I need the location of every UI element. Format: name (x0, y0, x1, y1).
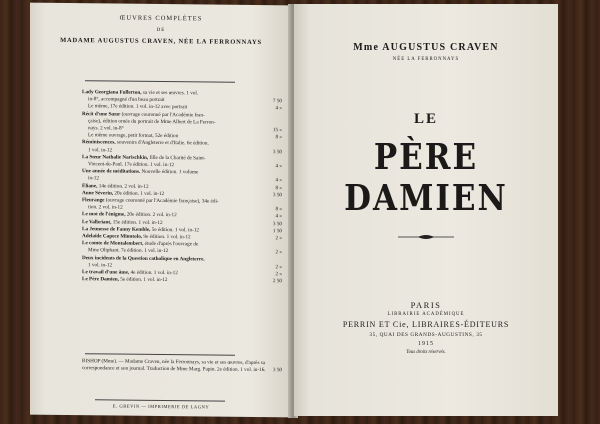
entry-details: Le même ouvrage, petit format, 52e édition (88, 132, 179, 140)
entry-title: Deux incidents de la Question catholique en Angleterre. (82, 254, 205, 263)
works-author: MADAME AUGUSTUS CRAVEN, NÉE LA FERRONNAYS (60, 36, 262, 47)
divider-rule (85, 80, 235, 83)
entry-details: étude d'après l'ouvrage de (143, 241, 199, 248)
entry-title: Le Valbriant, (82, 218, 112, 226)
entry-title: Anne Séverin, (82, 190, 114, 197)
entry-details: 1 vol. in-12 (88, 146, 113, 154)
entry-price: 8 » (275, 134, 282, 141)
entry-details: Nouvelle édition. 1 volume (140, 169, 199, 176)
entry-price: 4 » (275, 177, 282, 184)
entry-price: 2 » (275, 235, 282, 242)
entry-details: Mme Oliphant. 7e édition. 1 vol. in-12 (88, 247, 169, 255)
entry-price: 3 50 (272, 220, 282, 227)
entry-details: in-12 (88, 175, 99, 182)
entry-title: La Sœur Nathalie Narischkin, (82, 154, 149, 161)
ornament-rule (398, 234, 454, 240)
entry-title: Le comte de Montalembert, (82, 240, 144, 248)
entry-title: Adelaïde Capece Minutolo, (82, 233, 143, 240)
bishop-price: 3 50 (272, 367, 282, 374)
entry-price: 8 » (275, 184, 282, 191)
entry-price: 4 » (275, 105, 282, 112)
entry-title: Réminiscences, (82, 139, 116, 146)
entry-title: Le travail d'une âme, (82, 269, 130, 276)
imprint-rights: Tous droits réservés. (406, 350, 446, 355)
entry-details: Vincent-de-Paul. 17e édition. 1 vol. in-12 (88, 161, 175, 169)
works-header: ŒUVRES COMPLÈTES (119, 14, 203, 23)
right-page (294, 4, 558, 416)
entry-details: 9e édition. 1 vol. in-12 (142, 233, 191, 241)
entry-details: çaise), édition ornée du portrait de Mme Albert de La Ferron- (88, 118, 216, 126)
divider-rule (95, 399, 225, 401)
imprint-year: 1915 (418, 341, 434, 347)
title-nee: NÉE LA FERRONNAYS (392, 57, 460, 62)
imprint-address: 35, QUAI DES GRANDS-AUGUSTINS, 35 (369, 332, 483, 338)
works-entry (82, 276, 282, 285)
bishop-entry (82, 358, 282, 375)
entry-price: 3 50 (272, 148, 282, 155)
entry-details: 5e édition. 1 vol. in-12 (150, 226, 200, 234)
entry-title: La Jeunesse de Fanny Kemble, (82, 226, 151, 233)
entry-title: Le mot de l'énigme, (82, 211, 126, 219)
entry-details: 4e édition. 1 vol. in-12 (129, 269, 178, 277)
entry-details: (ouvrage couronné par l'Académie fran- (120, 111, 205, 119)
book-title: PÈRE DAMIEN (344, 136, 508, 220)
entry-price: 3 50 (272, 192, 282, 199)
entry-details: 20e édition. 1 vol. in-12 (113, 190, 165, 197)
entry-price: 2 » (275, 271, 282, 278)
entry-price: 8 » (275, 206, 282, 213)
entry-title: Lady Georgiana Fullerton, (82, 89, 142, 96)
entry-details: souvenirs d'Angleterre et d'Italie. 6e édition. (115, 139, 209, 147)
bishop-text: BISHOP (Mme). — Madame Craven, née la Ferronnays, sa vie et ses œuvres, d'après sa correspondance et son journal. Traduction de Mme Marg. Papin. 2e édition. 1 vol. in-16. (82, 358, 266, 374)
printer-line: E. GREVIN — IMPRIMERIE DE LAGNY (112, 403, 210, 410)
entry-details: fille de la Charité de Saint- (148, 154, 206, 162)
entry-title: Récit d'une Sœur (82, 110, 121, 118)
entry-price: 7 50 (272, 98, 282, 105)
title-author: Mme AUGUSTUS CRAVEN (353, 42, 499, 53)
works-list (82, 89, 282, 286)
entry-details: 5e édition. 1 vol. in-12 (118, 276, 168, 284)
entry-price: 4 » (275, 213, 282, 220)
entry-details: 14e édition. 2 vol. in-12 (97, 182, 149, 190)
divider-rule (85, 353, 235, 356)
entry-price: 2 » (275, 264, 282, 271)
works-de: DE (156, 27, 166, 34)
entry-details: in-8°, accompagné d'un beau portrait (88, 96, 165, 104)
title-le: LE (413, 111, 438, 127)
imprint-publisher: PERRIN ET Cie, LIBRAIRES-ÉDITEURS (342, 320, 510, 329)
entry-price: 1 50 (272, 228, 282, 235)
entry-details: tion. 2 vol. in-12 (88, 204, 123, 211)
imprint-librairie: LIBRAIRIE ACADÉMIQUE (387, 312, 465, 317)
entry-details: 15e édition. 1 vol. in-12 (111, 219, 163, 226)
entry-title: Éliane, (82, 182, 98, 189)
imprint-city: PARIS (410, 300, 442, 310)
entry-details: (ouvrage couronné par l'Académie française), 34e édi- (104, 197, 219, 205)
entry-price: 15 » (272, 127, 282, 134)
entry-title: Le Père Damien, (82, 276, 119, 283)
entry-price: 2 50 (272, 278, 282, 285)
left-page (30, 3, 292, 418)
entry-details: 20e édition. 2 vol. in-12 (125, 212, 177, 219)
entry-price: 4 » (275, 163, 282, 170)
entry-details: nays. 2 vol. in-8° (88, 125, 124, 132)
entry-details: sa vie et ses œuvres. 1 vol. (141, 89, 199, 97)
entry-title: Une année de méditations. (82, 168, 141, 176)
entry-price: 2 » (275, 249, 282, 256)
entry-title: Fleurange (82, 197, 105, 204)
entry-details: 1 vol. in-12 (88, 262, 113, 269)
entry-details: Le même, 17e édition. 1 vol. in-12 avec portrait (88, 103, 188, 111)
open-book (30, 4, 558, 420)
